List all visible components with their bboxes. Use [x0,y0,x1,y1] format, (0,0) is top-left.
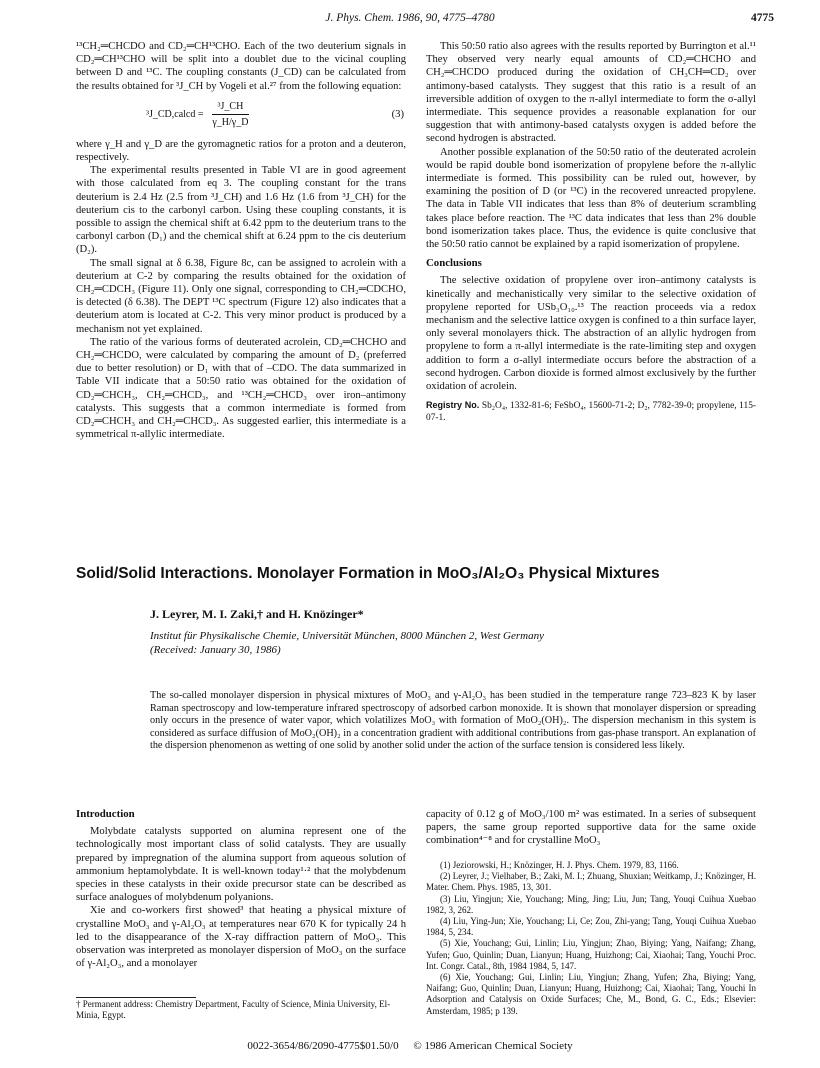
introduction-left-column [76,808,406,970]
footer-code: 0022-3654/86/2090-4775$01.50/0 [247,1040,399,1052]
registry-text: Sb₂O₄, 1332-81-6; FeSbO₄, 15600-71-2; D₂, 7782-39-0; propylene, 115-07-1. [426,401,757,424]
page-footer [0,1040,820,1052]
equation-denominator: γ_H/γ_D [212,117,249,129]
footnote-divider [76,997,196,998]
paragraph: The selective oxidation of propylene over iron–antimony catalysts is kinetically and mechanistically very similar to the selective oxidation of propylene reported for USb₃O₁₀.¹³ The reaction proceeds via a redox mechanism and the selective lattice oxygen is confined to a thin surface layer, only several monolayers thick. The abstraction of an allylic hydrogen from propylene to form a π-allyl intermediate is the rate-limiting step and oxygen addition to form a σ-allyl intermediate occurs before the abstraction of a second hydrogen. Carbon dioxide is formed almost exclusively by the further oxidation of acrolein. [426,275,756,393]
introduction-heading: Introduction [76,808,135,820]
prev-article-left-column [76,40,406,441]
footer-copyright: © 1986 American Chemical Society [413,1040,573,1052]
paragraph: The small signal at δ 6.38, Figure 8c, can be assigned to acrolein with a deuterium at C-2 by comparing the results obtained for the oxidation of CH₂═CDCH₃ (Figure 11). Only one signal, corresponding to CH₂═CDCHO, is detected (δ 6.38). The DEPT ¹³C spectrum (Figure 12) also indicates that a deuterium atom is located at C-2. This very minor product is produced by a mechanism not yet explained. [76,257,406,335]
conclusions-heading: Conclusions [426,257,482,270]
running-header [0,12,820,30]
equation-3 [76,96,406,134]
reference-item: (3) Liu, Yingjun; Xie, Youchang; Ming, Jing; Liu, Jun; Tang, Youqi Cuihua Xuebao 1982, 3, 262. [426,893,756,915]
abstract-text: The so-called monolayer dispersion in physical mixtures of MoO₃ and γ-Al₂O₃ has been studied in the temperature range 723–823 K by laser Raman spectroscopy and low-temperature infrared spectroscopy of adsorbed carbon monoxide. It is shown that monolayer dispersion or spreading only occurs in the presence of water vapor, which volatilizes MoO₃ with formation of MoO₂(OH)₂. The dispersion mechanism in this system is considered as surface diffusion of MoO₂(OH)₂ in a concentration gradient with additional contributions from gas-phase transport. An explanation of the dispersion phenomenon as wetting of one solid by another solid under the action of the surface tension is considered less likely. [150,690,756,752]
equation-lhs: ³J_CD,calcd = [146,109,204,121]
paragraph: ¹³CH₂═CHCDO and CD₂═CH¹³CHO. Each of the two deuterium signals in CD₂═CH¹³CHO will be split into a doublet due to the vicinal coupling between D and ¹³C. The coupling constants (J_CD) can be calculated from the results obtained for ³J_CH by Vogeli et al.²⁷ from the following equation: [76,41,406,92]
reference-item: (1) Jeziorowski, H.; Knözinger, H. J. Phys. Chem. 1979, 83, 1166. [440,860,679,870]
paragraph: capacity of 0.12 g of MoO₃/100 m² was estimated. In a series of subsequent papers, the same group reported supportive data for the same oxide combination⁴⁻⁸ and for crystalline MoO₃ [426,809,756,847]
affiliation: Institut für Physikalische Chemie, Universität München, 8000 München 2, West Germany [150,630,544,642]
registry-label: Registry No. [426,400,480,411]
equation-number: (3) [391,109,404,121]
introduction-right-column [426,808,756,848]
footnote: † Permanent address: Chemistry Department, Faculty of Science, Minia University, El-Minia, Egypt. [76,999,391,1020]
references-list [426,860,756,1017]
paragraph: Another possible explanation of the 50:50 ratio of the deuterated acrolein would be rapid double bond isomerization of propylene before the π-allylic intermediate is formed. This possibility can be ruled out, however, by examining the position of D (or ¹³C) in the recovered unreacted propylene. The data in Table VII indicates that less than 8% of deuterium scrambling takes place before reaction. The ¹³C data indicates that less than 2% double bond isomerization takes place. Thus, the evidence is quite conclusive that the 50:50 ratio cannot be explained by a rapid isomerization of propylene. [426,146,756,251]
paragraph: where γ_H and γ_D are the gyromagnetic ratios for a proton and a deuteron, respectively. [76,138,406,164]
paragraph: Xie and co-workers first showed³ that heating a physical mixture of crystalline MoO₃ and γ-Al₂O₃ at temperatures near 670 K for typically 24 h led to the disappearance of the X-ray diffraction pattern of MoO₃. This observation was interpreted as monolayer dispersion of MoO₃ on the surface of γ-Al₂O₃, and a monolayer [76,905,406,970]
registry-numbers [426,399,756,424]
page-number: 4775 [751,12,774,24]
paragraph: This 50:50 ratio also agrees with the results reported by Burrington et al.¹¹ They observed very nearly equal amounts of CD₂═CHCHO and CH₂═CHCDO produced during the oxidation of CH₃CH═CD₂ over antimony-based catalysts. They suggest that this ratio is a result of an irreversible addition of oxygen to the π-allyl intermediate to form the σ-allyl intermediate. This sequence provides a reasonable explanation for our suggestion that with antimony-based catalysts oxygen is added before the second hydrogen is abstracted. [426,41,756,145]
prev-article-right-column [426,40,756,424]
received-date: (Received: January 30, 1986) [150,644,281,656]
paragraph: The experimental results presented in Table VI are in good agreement with those calculated from eq 3. The coupling constant for the trans deuterium is 2.4 Hz (2.5 from ³J_CH) and 1.6 Hz (1.6 from ³J_CH) for the deuterium cis to the carbonyl carbon. Using these coupling constants, it is possible to assign the chemical shift at 6.42 ppm to the deuterium trans to the carbonyl carbon (D₁) and the chemical shift at 6.24 ppm to the cis deuterium (D₂). [76,165,406,256]
article-title: Solid/Solid Interactions. Monolayer Formation in MoO₃/Al₂O₃ Physical Mixtures [76,565,660,582]
abstract [150,690,756,753]
journal-citation: J. Phys. Chem. 1986, 90, 4775–4780 [325,12,495,24]
article-authors: J. Leyrer, M. I. Zaki,† and H. Knözinger* [150,607,364,621]
paragraph: Molybdate catalysts supported on alumina represent one of the technologically most important class of solid catalysts. They are usually prepared by impregnation of the alumina support from aqueous solution of ammonium heptamolybdate. It is well-known today¹·² that the molybdenum species in these catalysts in their oxide precursor state can be described as surface analogues of molybdenum polyanions. [76,826,406,904]
reference-item: (2) Leyrer, J.; Vielhaber, B.; Zaki, M. I.; Zhuang, Shuxian; Weitkamp, J.; Knözinger, H. Mater. Chem. Phys. 1985, 13, 301. [426,871,756,893]
affiliation-block [150,629,770,657]
equation-numerator: ³J_CH [212,100,250,115]
equation-fraction [212,100,250,129]
reference-item: (6) Xie, Youchang; Gui, Linlin; Liu, Yingjun; Zhang, Yufen; Zha, Biying; Yang, Naifang; Guo, Quinlin; Duan, Lianyun; Huang, Huizhong; Cai, Xiaohai; Tang, Youchi In Adsorption and Catalysis on Oxide Surfaces; Che, M., Bond, G. C., Eds.; Elsevier: Amsterdam, 1985; p 139. [426,972,756,1016]
paragraph: The ratio of the various forms of deuterated acrolein, CD₂═CHCHO and CH₂═CHCDO, were calculated by comparing the amount of D₂ (preferred due to better resolution) or D₁ with that of –CDO. The data summarized in Table VII indicate that a 50:50 ratio was obtained for the oxidation of CD₂═CHCH₃, CH₂═CHCD₃, and ¹³CH₂═CHCD₃ over iron–antimony catalysts. This suggests that a common intermediate is formed from CD₂═CHCH₃ and CH₂═CHCD₃. As suggested earlier, this intermediate is a symmetrical π-allylic intermediate. [76,336,406,441]
reference-item: (5) Xie, Youchang; Gui, Linlin; Liu, Yingjun; Zhao, Biying; Yang, Naifang; Zhang, Yufen; Guo, Quinlin; Duan, Lianyun; Huang, Huizhong; Cai, Xiaohai; Tang, Youchi Proc. Int. Congr. Catal., 8th, 1984 1984, 5, 147. [426,938,756,971]
reference-item: (4) Liu, Ying-Jun; Xie, Youchang; Li, Ce; Zou, Zhi-yang; Tang, Youqi Cuihua Xuebao 1984, 5, 234. [426,916,756,938]
